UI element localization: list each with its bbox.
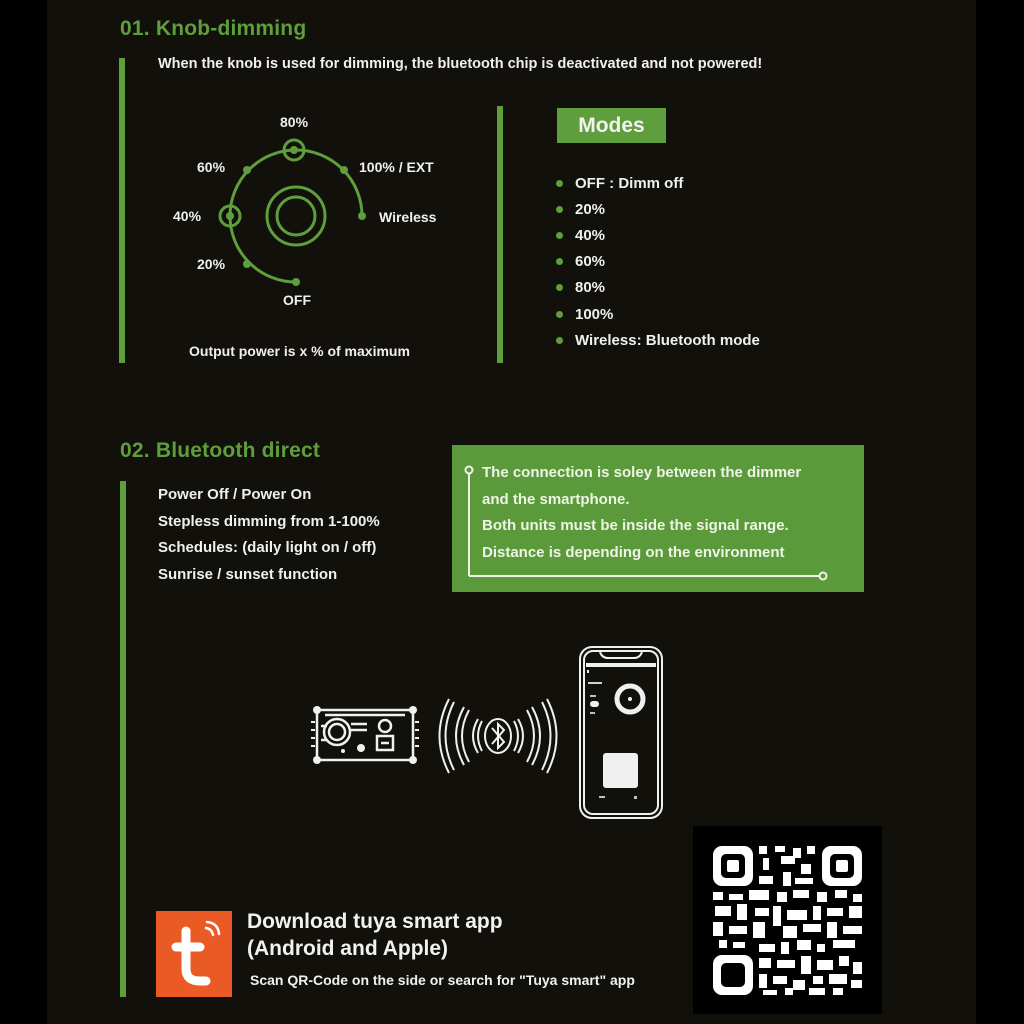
section-title-knob-dimming: 01. Knob-dimming — [120, 17, 307, 40]
modes-badge: Modes — [557, 108, 666, 143]
feature-item: Schedules: (daily light on / off) — [158, 539, 377, 557]
section-title-bluetooth-direct: 02. Bluetooth direct — [120, 439, 321, 462]
bullet-dot-icon — [556, 311, 563, 318]
download-title — [247, 908, 503, 962]
dial-label-off: OFF — [283, 292, 311, 308]
download-subtitle: Scan QR-Code on the side or search for "Tuya smart" app — [250, 972, 635, 988]
info-line: and the smartphone. — [482, 490, 630, 508]
connection-info-box — [452, 445, 864, 592]
download-title-line2: (Android and Apple) — [247, 937, 449, 960]
knob-note: When the knob is used for dimming, the bluetooth chip is deactivated and not powered! — [158, 56, 763, 72]
smartphone-icon — [578, 645, 664, 820]
feature-item: Stepless dimming from 1-100% — [158, 512, 380, 530]
modes-list — [556, 170, 760, 353]
bullet-dot-icon — [556, 180, 563, 187]
bullet-dot-icon — [556, 337, 563, 344]
bullet-dot-icon — [556, 284, 563, 291]
dial-caption: Output power is x % of maximum — [189, 343, 410, 359]
modes-divider-bar — [497, 106, 503, 363]
feature-item: Power Off / Power On — [158, 486, 312, 503]
mode-item: OFF : Dimm off — [556, 170, 760, 196]
tuya-logo-icon[interactable] — [156, 911, 232, 997]
mode-item: 40% — [556, 222, 760, 248]
dial-label-100-ext: 100% / EXT — [359, 159, 434, 175]
mode-item: Wireless: Bluetooth mode — [556, 327, 760, 353]
tuya-t-glyph-icon — [156, 911, 232, 997]
qr-pattern — [693, 826, 882, 1014]
qr-code-icon[interactable] — [693, 826, 882, 1014]
section2-accent-bar — [120, 481, 126, 997]
info-line: The connection is soley between the dimmer — [482, 464, 802, 481]
dimmer-device-icon — [309, 706, 421, 764]
feature-item: Sunrise / sunset function — [158, 566, 338, 584]
bullet-dot-icon — [556, 258, 563, 265]
dial-label-20: 20% — [197, 256, 226, 272]
mode-item: 60% — [556, 249, 760, 275]
mode-item: 80% — [556, 275, 760, 301]
dial-label-80: 80% — [280, 114, 309, 130]
download-title-line1: Download tuya smart app — [247, 910, 503, 933]
mode-item: 100% — [556, 301, 760, 327]
info-line: Both units must be inside the signal range. — [482, 517, 789, 534]
bluetooth-features-list — [158, 486, 380, 593]
dial-label-wireless: Wireless — [379, 209, 437, 225]
bullet-dot-icon — [556, 206, 563, 213]
dial-label-60: 60% — [197, 159, 226, 175]
mode-item: 20% — [556, 196, 760, 222]
section1-accent-bar — [119, 58, 125, 363]
dial-label-40: 40% — [173, 208, 202, 224]
bluetooth-signal-icon — [434, 697, 562, 775]
info-line: Distance is depending on the environment — [482, 543, 785, 561]
bullet-dot-icon — [556, 232, 563, 239]
